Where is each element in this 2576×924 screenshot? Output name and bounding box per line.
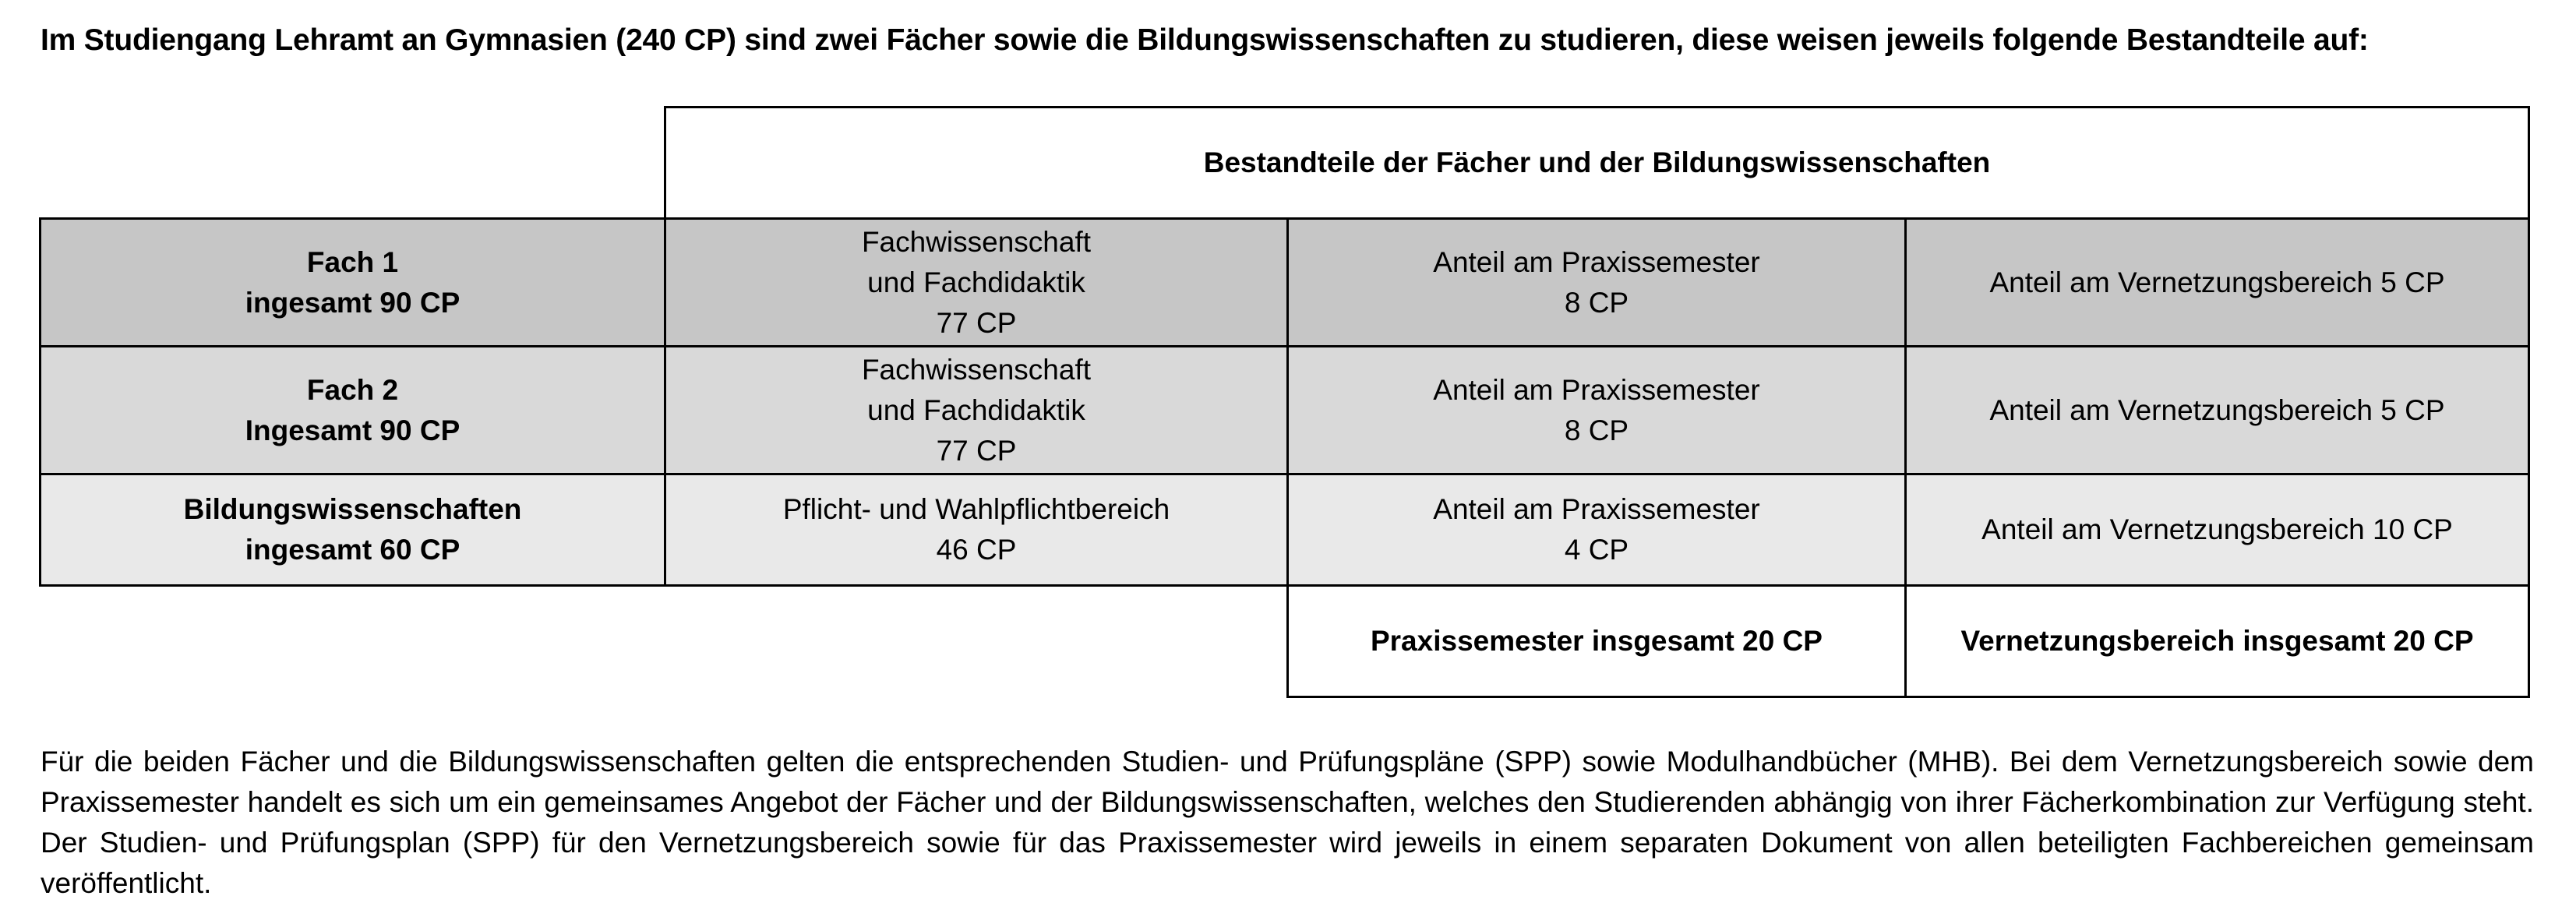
- cell-line: Anteil am Vernetzungsbereich 5 CP: [1989, 393, 2445, 426]
- table-header-text: Bestandteile der Fächer und der Bildungswissenschaften: [1203, 146, 1991, 178]
- row-label-line: Bildungswissenschaften: [183, 493, 522, 525]
- cell-line: Anteil am Praxissemester: [1433, 493, 1760, 525]
- cell-vernetzungsbereich: [1904, 473, 2530, 587]
- total-praxissemester: [1286, 584, 1907, 698]
- row-label-bildungswissenschaften: [39, 473, 666, 587]
- row-label-line: ingesamt 60 CP: [245, 534, 461, 566]
- row-label-line: Fach 1: [306, 245, 399, 278]
- cell-line: 8 CP: [1564, 286, 1629, 319]
- cell-fachwissenschaft: [664, 217, 1289, 347]
- row-label-line: ingesamt 90 CP: [245, 286, 461, 319]
- total-vernetzungsbereich: [1904, 584, 2530, 698]
- cell-praxissemester: [1286, 473, 1907, 587]
- cell-praxissemester: [1286, 345, 1907, 475]
- intro-text: Im Studiengang Lehramt an Gymnasien (240 CP) sind zwei Fächer sowie die Bildungswissenschaften zu studieren, diese weisen jeweils folgende Bestandteile auf:: [41, 23, 2369, 57]
- footnote-paragraph: Für die beiden Fächer und die Bildungswissenschaften gelten die entsprechenden Studien- und Prüfungspläne (SPP) sowie Modulhandbücher (MHB). Bei dem Vernetzungsbereich sowie dem Praxissemester handelt es sich um ein gemeinsames Angebot der Fächer und der Bildungswissenschaften, welches den Studierenden abhängig von ihrer Fächerkombination zur Verfügung steht. Der Studien- und Prüfungsplan (SPP) für den Vernetzungsbereich sowie für das Praxissemester wird jeweils in einem separaten Dokument von allen beteiligten Fachbereichen gemeinsam veröffentlicht.: [41, 746, 2534, 899]
- cell-line: und Fachdidaktik: [867, 393, 1085, 426]
- cell-vernetzungsbereich: [1904, 217, 2530, 347]
- cell-fachwissenschaft: [664, 345, 1289, 475]
- row-label-fach-1: [39, 217, 666, 347]
- cell-vernetzungsbereich: [1904, 345, 2530, 475]
- cell-line: 4 CP: [1564, 534, 1629, 566]
- cell-praxissemester: [1286, 217, 1907, 347]
- table-header: [664, 106, 2530, 220]
- cell-line: Fachwissenschaft: [861, 225, 1092, 258]
- cell-line: Anteil am Praxissemester: [1433, 373, 1760, 406]
- cell-line: Fachwissenschaft: [861, 353, 1092, 386]
- total-text: Vernetzungsbereich insgesamt 20 CP: [1960, 625, 2474, 657]
- cell-line: 77 CP: [936, 306, 1017, 339]
- cell-line: und Fachdidaktik: [867, 266, 1085, 298]
- row-label-line: Fach 2: [306, 373, 399, 406]
- cell-line: Pflicht- und Wahlpflichtbereich: [782, 493, 1170, 525]
- row-label-line: Ingesamt 90 CP: [245, 414, 461, 446]
- cell-line: 77 CP: [936, 434, 1017, 467]
- cell-line: 46 CP: [936, 534, 1017, 566]
- total-text: Praxissemester insgesamt 20 CP: [1370, 625, 1823, 657]
- cell-line: Anteil am Vernetzungsbereich 10 CP: [1981, 513, 2453, 545]
- row-label-fach-2: [39, 345, 666, 475]
- cell-line: Anteil am Vernetzungsbereich 5 CP: [1989, 266, 2445, 298]
- cell-line: Anteil am Praxissemester: [1433, 245, 1760, 278]
- cell-line: 8 CP: [1564, 414, 1629, 446]
- cell-pflichtbereich: [664, 473, 1289, 587]
